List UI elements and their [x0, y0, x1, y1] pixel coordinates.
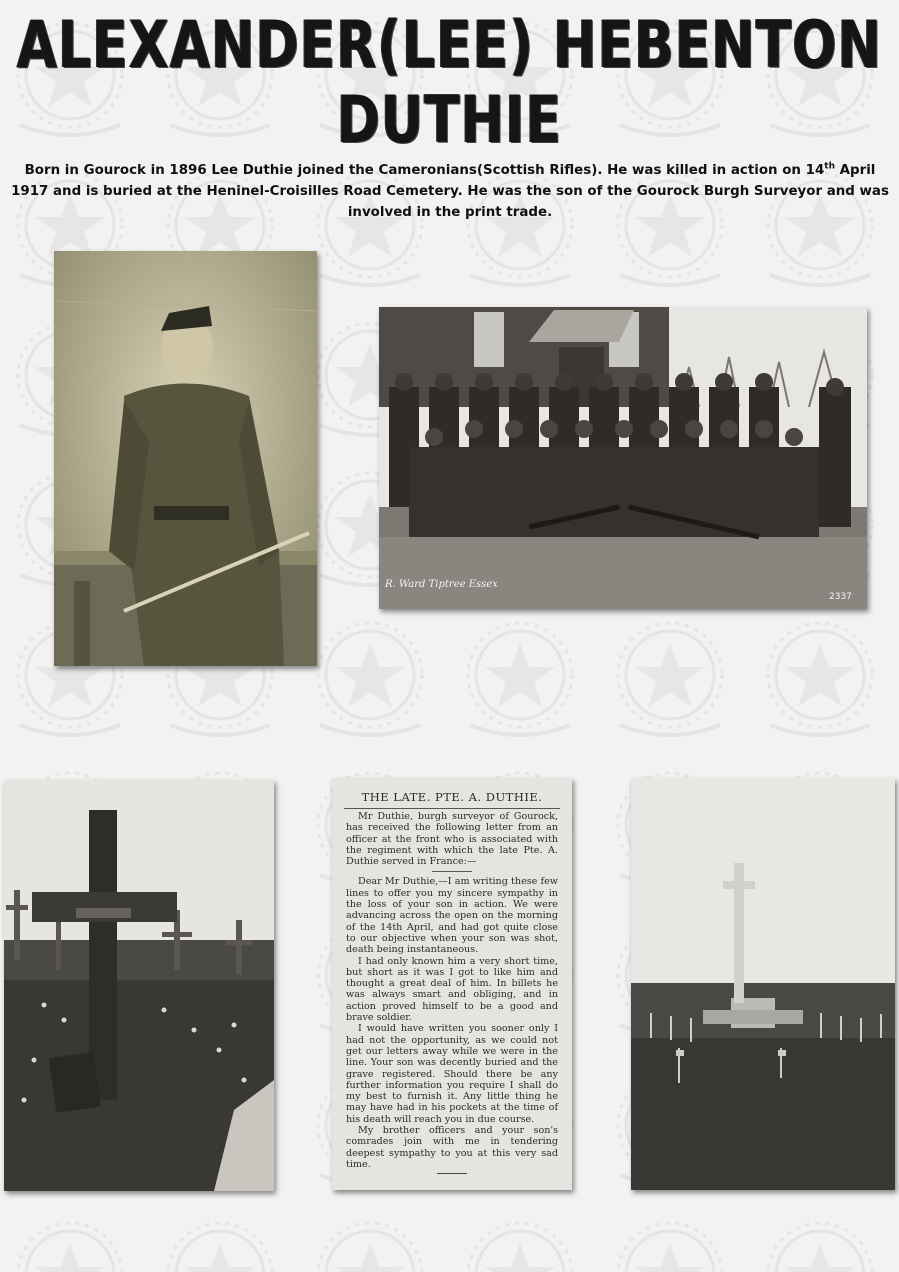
grave-cross-photo: [4, 780, 274, 1191]
group-photo: [379, 307, 867, 609]
clipping-paragraph: Mr Duthie, burgh surveyor of Gourock, has received the following letter from an officer at the front who is associated with the regiment with which the late Pte. A. Duthie served in France:—: [346, 811, 558, 868]
intro-text-part1: Born in Gourock in 1896 Lee Duthie joined the Cameronians(Scottish Rifles). He was killed in action on 14: [24, 163, 825, 178]
clipping-paragraph: Dear Mr Duthie,—I am writing these few lines to offer you my sincere sympathy in the loss of your son in action. We were advancing across the open on the morning of the 14th April, and had got quite close to our objective when your son was shot, death being instantaneous.: [346, 876, 558, 956]
newspaper-clipping: [332, 778, 572, 1190]
intro-text-part2: April 1917 and is buried at the Heninel-Croisilles Road Cemetery. He was the son of the Gourock Burgh Surveyor and was involved in the print trade.: [11, 163, 889, 220]
clipping-divider: [432, 871, 472, 872]
portrait-photo: [54, 251, 317, 666]
clipping-heading: THE LATE. PTE. A. DUTHIE.: [361, 790, 543, 804]
clipping-paragraph: I had only known him a very short time, but short as it was I got to like him and thought a great deal of him. In billets he was always smart and obliging, and in action proved himself to be a good and brave soldier.: [346, 955, 558, 1024]
page-title: ALEXANDER(LEE) HEBENTON DUTHIE: [16, 8, 883, 158]
clipping-end-rule: [437, 1173, 467, 1174]
clipping-paragraph: I would have written you sooner only I had not the opportunity, as we could not get our letters away while we were in the line. Your son was decently buried and the grave registered. Should there be any further information you require I shall do my best to furnish it. Any little thing he may have had in his pockets at the time of his death will reach you in due course.: [346, 1023, 558, 1125]
clipping-paragraph: My brother officers and your son's comrades join with me in tendering deepest sympathy to you at this very sad time.: [346, 1125, 558, 1170]
intro-ordinal-suffix: th: [824, 161, 835, 172]
cemetery-photo: [631, 778, 895, 1190]
photographer-stamp: R. Ward Tiptree Essex: [385, 579, 498, 590]
clipping-divider: [344, 808, 560, 809]
photo-number: 2337: [829, 592, 852, 602]
intro-paragraph: [10, 160, 890, 223]
